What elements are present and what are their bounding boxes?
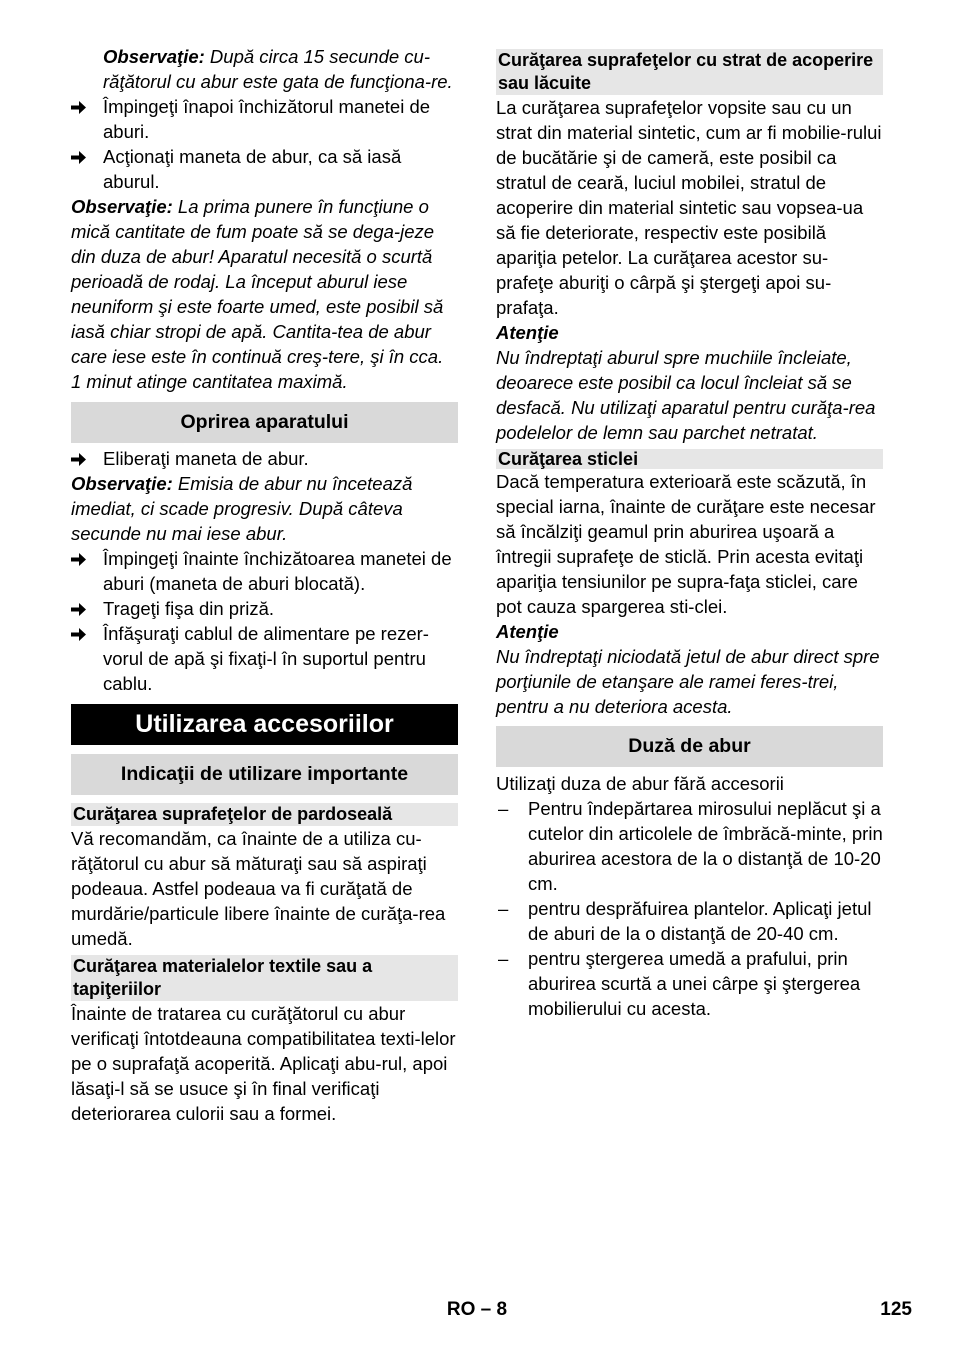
step-press-lever: Acţionaţi maneta de abur, ca să iasă aburul.: [71, 144, 458, 194]
step-unplug: Trageţi fişa din priză.: [71, 596, 458, 621]
list-item: – pentru ştergerea umedă a prafului, prin aburirea scurtă a unei cârpe şi ştergerea mobilierului cu acesta.: [498, 948, 861, 1019]
right-arrow-icon: [71, 446, 103, 471]
right-arrow-icon: [71, 596, 103, 621]
step-wind-cable: Înfăşuraţi cablul de alimentare pe rezer-vorul de apă şi fixaţi-l în suportul pentru cablu.: [71, 621, 458, 696]
step-release-lever: Eliberaţi maneta de abur.: [71, 446, 458, 471]
subheading-floor-cleaning: Curăţarea suprafeţelor de pardoseală: [71, 803, 458, 826]
caution-label: Atenţie: [496, 621, 559, 642]
page-number: 125: [880, 1299, 912, 1320]
right-arrow-icon: [71, 94, 103, 144]
caution-label: Atenţie: [496, 322, 559, 343]
heading-steam-nozzle: Duză de abur: [496, 726, 883, 767]
glass-cleaning-text: Dacă temperatura exterioară este scăzută, în special iarna, înainte de curăţare este necesar să încălziţi geamul prin aburirea uşoară a întregii suprafeţe de sticlă. Prin acesta evitaţi apariţia tensiunilor pe supra-faţa sticlei, care pot cauza spargerea sti-clei.: [496, 471, 876, 617]
list-item: – pentru desprăfuirea plantelor. Aplicaţi jetul de aburi de la o distanţă de 20-40 cm.: [498, 898, 872, 944]
note-ready: Observaţie: După circa 15 secunde cu-răţătorul cu abur este gata de funcţiona-re.: [103, 46, 453, 92]
heading-stop-device: Oprirea aparatului: [71, 402, 458, 443]
caution-window-seals: Nu îndreptaţi niciodată jetul de abur direct spre porţiunile de etanşare ale ramei feres-trei, pentru a nu deteriora acesta.: [496, 646, 880, 717]
note-first-use: Observaţie: La prima punere în funcţiune o mică cantitate de fum poate să se dega-jeze din duza de abur! Aparatul necesită o scurtă perioadă de rodaj. La început aburul iese neuniform şi este foarte umed, este posibil să iasă chiar stropi de apă. Cantita-tea de abur care iese este în continuă creş-tere, şi în cca. 1 minut atinge cantitatea maximă.: [71, 196, 444, 392]
note-steam-decrease: Observaţie: Emisia de abur nu încetează imediat, ci scade progresiv. După câteva secunde nu mai iese abur.: [71, 473, 413, 544]
list-item: – Pentru îndepărtarea mirosului neplăcut şi a cutelor din articolele de îmbrăcă-minte, prin aburirea acestora de la o distanţă de 10-20 cm.: [498, 798, 883, 894]
step-lock-lever: Împingeţi înainte închizătoarea manetei de aburi (maneta de aburi blocată).: [71, 546, 458, 596]
right-arrow-icon: [71, 546, 103, 596]
dash-bullet: –: [498, 948, 509, 969]
left-column: [71, 44, 458, 1126]
textile-cleaning-text: Înainte de tratarea cu curăţătorul cu abur verificaţi întotdeauna compatibilitatea texti-lelor pe o suprafaţă acoperită. Aplicaţi abu-rul, apoi lăsaţi-l să se usuce şi în final verificaţi deteriorarea culorii sau a formei.: [71, 1003, 456, 1124]
subheading-textile-cleaning: Curăţarea materialelor textile sau a tapiţeriilor: [71, 955, 458, 1001]
footer-section-label: RO – 8: [446, 1299, 508, 1320]
dash-bullet: –: [498, 898, 509, 919]
floor-cleaning-text: Vă recomandăm, ca înainte de a utiliza cu-răţătorul cu abur să măturaţi sau să aspiraţi podeaua. Astfel podeaua va fi curăţată de murdărie/particule libere înainte de curăţa-rea umedă.: [71, 828, 446, 949]
right-arrow-icon: [71, 144, 103, 194]
subheading-coated-surfaces: Curăţarea suprafeţelor cu strat de acoperire sau lăcuite: [496, 49, 883, 95]
caution-glued-edges: Nu îndreptaţi aburul spre muchiile încleiate, deoarece este posibil ca locul încleiat să se desfacă. Nu utilizaţi aparatul pentru curăţa-rea podelelor de lemn sau parchet netratat.: [496, 347, 876, 443]
dash-bullet: –: [498, 798, 509, 819]
right-arrow-icon: [71, 621, 103, 696]
heading-usage-hints: Indicaţii de utilizare importante: [71, 754, 458, 795]
subheading-glass-cleaning: Curăţarea sticlei: [496, 449, 883, 469]
right-column: [496, 44, 883, 1021]
nozzle-intro: Utilizaţi duza de abur fără accesorii: [496, 773, 784, 794]
coated-surfaces-text: La curăţarea suprafeţelor vopsite sau cu un strat din material sintetic, cum ar fi mobilie-rului de bucătărie şi de cameră, este posibil ca stratul de ceară, luciul mobilei, stratul de acoperire din material sintetic sau vopsea-ua să fie deteriorate, respectiv este posibilă apariţia petelor. La curăţarea acestor su-prafeţe aburiţi o cârpă şi ştergeţi apoi su-prafaţa.: [496, 97, 882, 318]
step-push-back-lock: Împingeţi înapoi închizătorul manetei de aburi.: [71, 94, 458, 144]
section-title-accessories: Utilizarea accesoriilor: [71, 704, 458, 745]
